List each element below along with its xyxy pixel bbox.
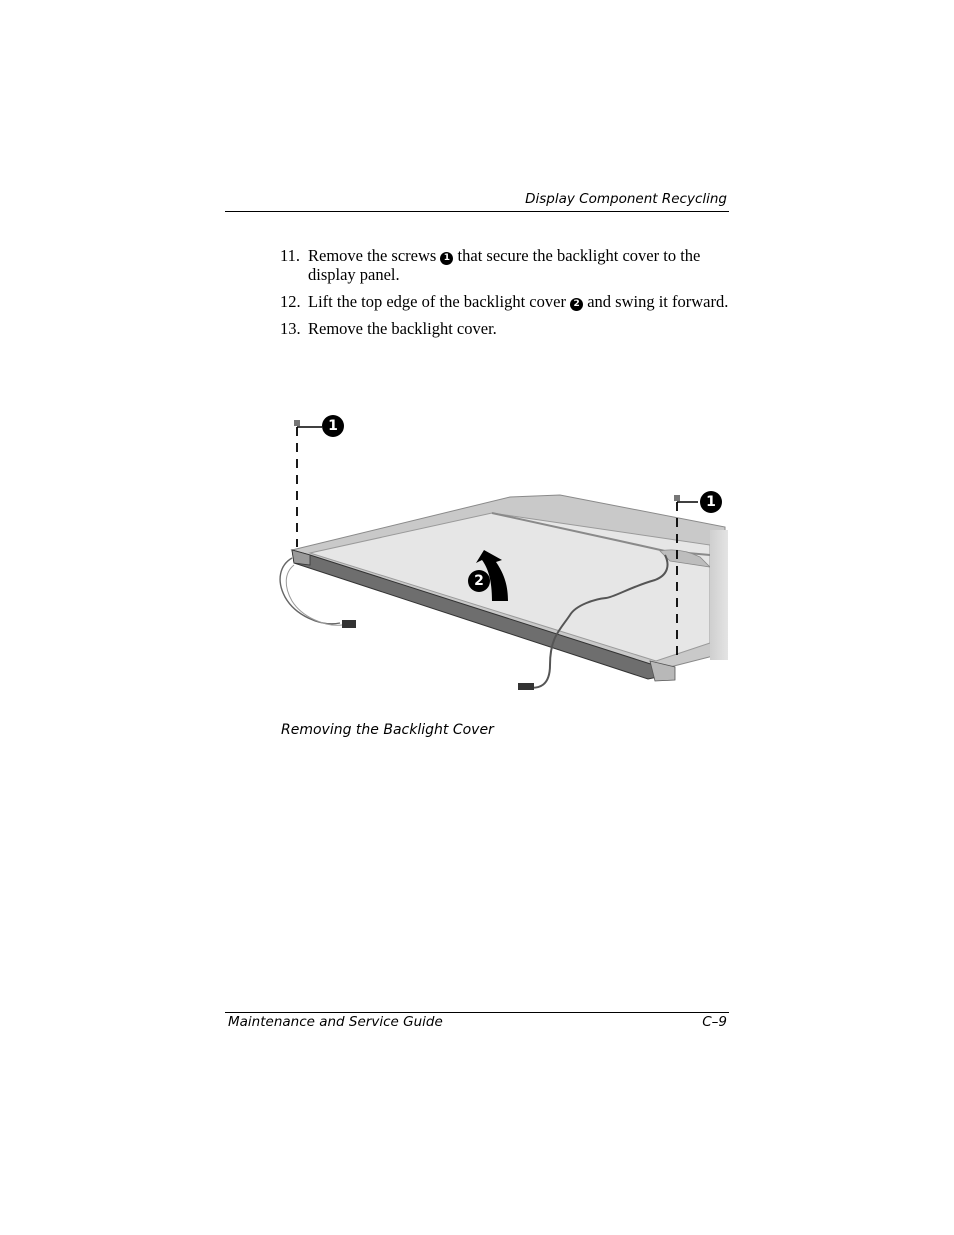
instruction-steps (280, 246, 730, 346)
footer-page-number: C–9 (702, 1014, 727, 1030)
left-cable-connector (342, 620, 356, 628)
page-header-title: Display Component Recycling (525, 191, 727, 207)
center-cable-connector (518, 683, 534, 690)
callout-2-icon: 2 (468, 570, 490, 592)
header-rule (225, 211, 729, 212)
callout-1-left-icon: 1 (322, 415, 344, 437)
frame-right-edge (710, 530, 728, 660)
display-panel-drawing (270, 405, 730, 700)
screw-icon (294, 420, 300, 426)
step-text-part: and swing it forward. (583, 292, 729, 311)
step-item (280, 292, 730, 311)
step-text (308, 292, 730, 311)
callout-1-right-icon: 1 (700, 491, 722, 513)
callout-2-icon: 2 (570, 298, 583, 311)
footer-rule (225, 1012, 729, 1013)
step-text-part: that secure the backlight cover to the display panel. (308, 246, 701, 284)
footer-guide-title: Maintenance and Service Guide (228, 1014, 443, 1030)
step-item (280, 319, 730, 338)
step-text (308, 246, 730, 284)
figure-caption: Removing the Backlight Cover (281, 722, 494, 738)
step-item (280, 246, 730, 284)
backlight-cover-illustration (270, 405, 730, 700)
step-text (308, 319, 730, 338)
step-text-part: Lift the top edge of the backlight cover (308, 292, 571, 311)
callout-1-icon: 1 (440, 252, 453, 265)
step-text-part: Remove the backlight cover. (308, 319, 497, 338)
step-number: 13. (280, 319, 301, 338)
step-text-part: Remove the screws (308, 246, 441, 265)
step-number: 12. (280, 292, 301, 311)
step-number: 11. (280, 246, 301, 265)
screw-icon (674, 495, 680, 501)
